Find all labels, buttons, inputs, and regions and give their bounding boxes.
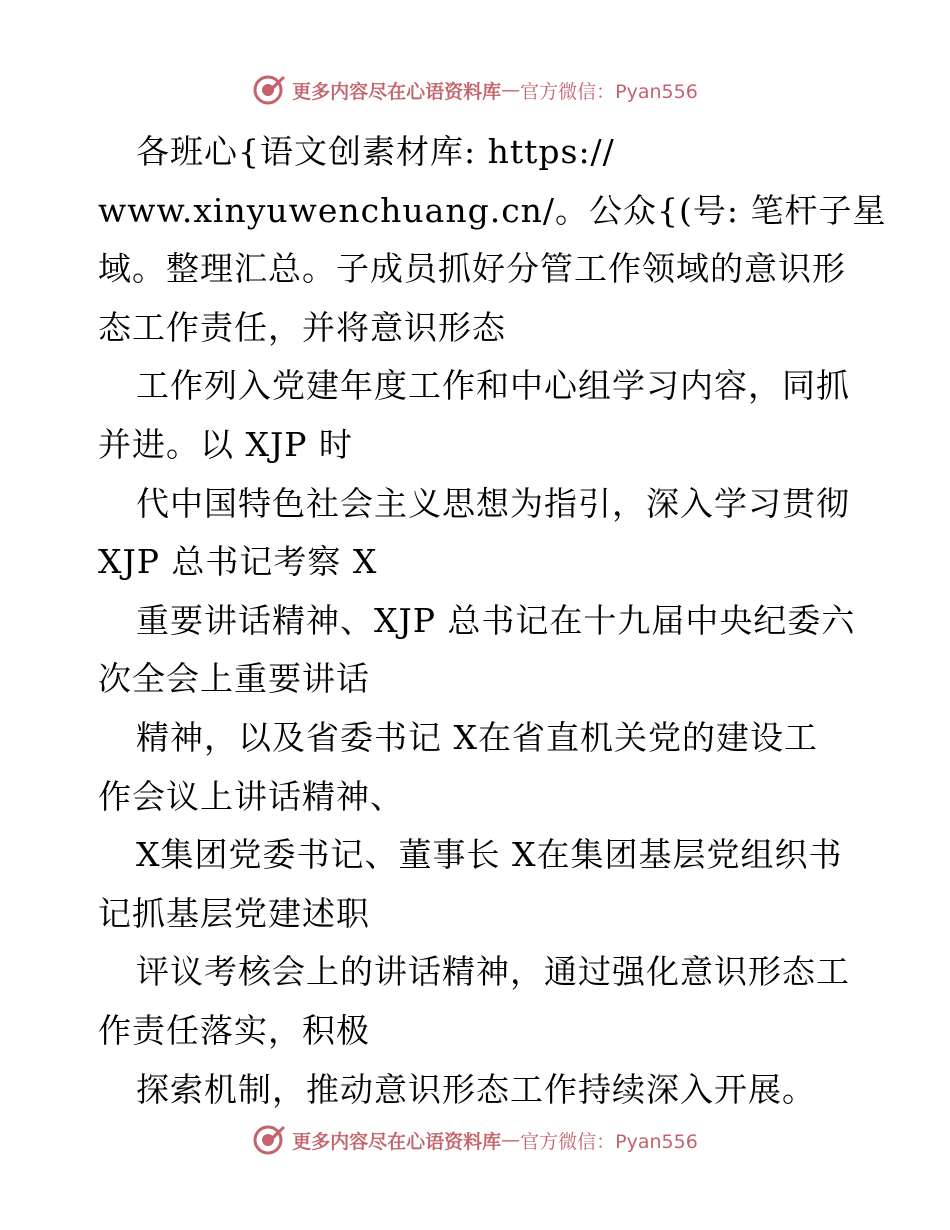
body-line: 域。整理汇总。子成员抓好分管工作领域的意识形 xyxy=(98,249,846,289)
body-line: 态工作责任，并将意识形态 xyxy=(98,307,506,347)
body-line: 探索机制，推动意识形态工作持续深入开展。 xyxy=(136,1069,816,1109)
body-line: 评议考核会上的讲话精神，通过强化意识形态工 xyxy=(136,952,850,992)
body-line: 次全会上重要讲话 xyxy=(98,659,370,699)
body-line: 并进。以 XJP 时 xyxy=(98,424,353,464)
banner-main-text: 更多内容尽在心语资料库 xyxy=(292,80,502,103)
banner-dash: — xyxy=(501,79,521,101)
document-body xyxy=(98,123,887,1119)
body-line: 工作列入党建年度工作和中心组学习内容，同抓 xyxy=(136,366,850,406)
body-line: 记抓基层党建述职 xyxy=(98,893,370,933)
pen-logo-icon xyxy=(252,73,286,107)
body-line: 作会议上讲话精神、 xyxy=(98,776,404,816)
body-line: www.xinyuwenchuang.cn/。公众{(号: 笔杆子星 xyxy=(98,190,887,230)
banner-dash: — xyxy=(501,1129,521,1151)
header-watermark-banner xyxy=(0,70,950,110)
body-line: XJP 总书记考察 X xyxy=(98,542,378,582)
body-line: 作责任落实，积极 xyxy=(98,1010,370,1050)
banner-suffix-text: 官方微信：Pyan556 xyxy=(520,1130,698,1153)
body-line: 精神，以及省委书记 X在省直机关党的建设工 xyxy=(136,717,818,757)
banner-main-text: 更多内容尽在心语资料库 xyxy=(292,1130,502,1153)
body-line: 重要讲话精神、XJP 总书记在十九届中央纪委六 xyxy=(136,600,856,640)
body-line: 各班心{语文创素材库: https:// xyxy=(136,132,615,171)
body-line: 代中国特色社会主义思想为指引，深入学习贯彻 xyxy=(136,483,850,523)
body-line: X集团党委书记、董事长 X在集团基层党组织书 xyxy=(136,835,843,875)
pen-logo-icon xyxy=(252,1123,286,1157)
footer-watermark-banner xyxy=(0,1120,950,1160)
banner-suffix-text: 官方微信：Pyan556 xyxy=(520,80,698,103)
